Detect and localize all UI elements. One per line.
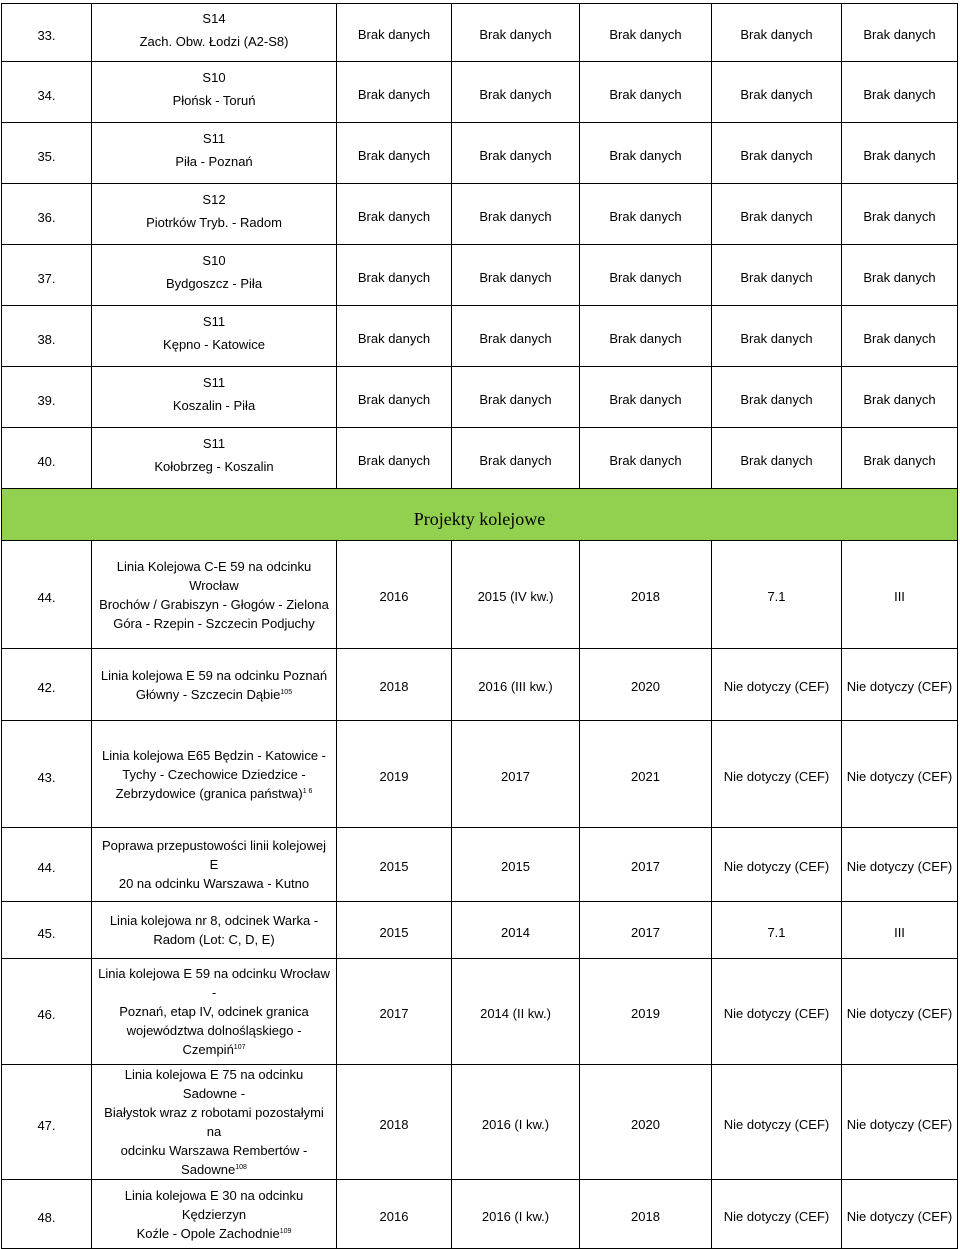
value-cell-c1: Brak danych — [337, 306, 452, 367]
road-description — [92, 245, 337, 306]
road-code: S10 — [202, 70, 226, 85]
value-cell-c2: 2016 (I kw.) — [452, 1065, 580, 1180]
road-section-name: Kołobrzeg - Koszalin — [154, 459, 274, 474]
description-line: Sadowne — [181, 1162, 236, 1177]
description-line: Tychy - Czechowice Dziedzice - — [122, 766, 306, 782]
rail-description — [92, 959, 337, 1065]
row-number: 42. — [2, 649, 92, 721]
road-section-name: Zach. Obw. Łodzi (A2-S8) — [139, 33, 289, 49]
road-code: S11 — [202, 375, 226, 390]
row-number: 47. — [2, 1065, 92, 1180]
value-cell-c1: Brak danych — [337, 123, 452, 184]
value-cell-c5: Nie dotyczy (CEF) — [842, 649, 958, 721]
value-cell-c2: 2014 — [452, 902, 580, 959]
row-number: 48. — [2, 1180, 92, 1249]
value-cell-c4: Brak danych — [712, 245, 842, 306]
road-row — [2, 62, 958, 123]
road-code: S11 — [202, 131, 226, 146]
rail-description — [92, 1065, 337, 1180]
footnote-ref: 107 — [233, 1044, 246, 1051]
value-cell-c3: Brak danych — [580, 62, 712, 123]
value-cell-c3: Brak danych — [580, 123, 712, 184]
description-line: Linia kolejowa E 75 na odcinku Sadowne - — [124, 1067, 304, 1101]
value-cell-c2: 2017 — [452, 721, 580, 828]
row-number: 36. — [2, 184, 92, 245]
value-cell-c1: 2019 — [337, 721, 452, 828]
rail-row — [2, 1065, 958, 1180]
value-cell-c3: 2017 — [580, 902, 712, 959]
row-number: 44. — [2, 541, 92, 649]
footnote-ref: 109 — [279, 1227, 292, 1235]
road-projects-body — [2, 4, 958, 489]
value-cell-c2: 2016 (III kw.) — [452, 649, 580, 721]
road-row — [2, 4, 958, 62]
value-cell-c2: Brak danych — [452, 306, 580, 367]
value-cell-c3: Brak danych — [580, 428, 712, 489]
road-description — [92, 367, 337, 428]
value-cell-c4: Brak danych — [712, 367, 842, 428]
value-cell-c4: Brak danych — [712, 4, 842, 62]
value-cell-c4: Nie dotyczy (CEF) — [712, 649, 842, 721]
value-cell-c1: 2015 — [337, 828, 452, 902]
road-row — [2, 367, 958, 428]
value-cell-c3: 2018 — [580, 541, 712, 649]
value-cell-c2: 2015 — [452, 828, 580, 902]
value-cell-c5: Brak danych — [842, 428, 958, 489]
road-row — [2, 184, 958, 245]
section-title: Projekty kolejowe — [2, 489, 958, 541]
value-cell-c1: Brak danych — [337, 428, 452, 489]
value-cell-c4: Brak danych — [712, 428, 842, 489]
road-description — [92, 428, 337, 489]
rail-row — [2, 902, 958, 959]
value-cell-c3: 2020 — [580, 649, 712, 721]
value-cell-c2: 2014 (II kw.) — [452, 959, 580, 1065]
value-cell-c3: 2019 — [580, 959, 712, 1065]
value-cell-c5: Nie dotyczy (CEF) — [842, 959, 958, 1065]
value-cell-c5: Brak danych — [842, 4, 958, 62]
row-number: 45. — [2, 902, 92, 959]
row-number: 37. — [2, 245, 92, 306]
row-number: 35. — [2, 123, 92, 184]
description-line: Linia kolejowa E65 Będzin - Katowice - — [101, 747, 326, 763]
value-cell-c5: Brak danych — [842, 245, 958, 306]
rail-row — [2, 959, 958, 1065]
value-cell-c3: 2017 — [580, 828, 712, 902]
description-line: Linia kolejowa E 59 na odcinku Wrocław - — [98, 966, 330, 1000]
value-cell-c4: Nie dotyczy (CEF) — [712, 1180, 842, 1249]
road-row — [2, 428, 958, 489]
row-number: 46. — [2, 959, 92, 1065]
value-cell-c1: Brak danych — [337, 62, 452, 123]
value-cell-c2: 2015 (IV kw.) — [452, 541, 580, 649]
value-cell-c1: 2016 — [337, 541, 452, 649]
value-cell-c2: Brak danych — [452, 123, 580, 184]
value-cell-c4: Nie dotyczy (CEF) — [712, 721, 842, 828]
value-cell-c5: Brak danych — [842, 367, 958, 428]
rail-row — [2, 828, 958, 902]
description-line: Poznań, etap IV, odcinek granica — [119, 1004, 309, 1019]
description-line: województwa dolnośląskiego - Czempiń — [126, 1023, 302, 1057]
road-code: S11 — [202, 314, 226, 329]
road-description — [92, 184, 337, 245]
footnote-ref: 1 6 — [302, 787, 313, 795]
description-line: Główny - Szczecin Dąbie — [135, 686, 281, 702]
description-line: Linia kolejowa E 59 na odcinku Poznań — [100, 667, 328, 683]
value-cell-c1: 2018 — [337, 1065, 452, 1180]
road-row — [2, 245, 958, 306]
value-cell-c4: Brak danych — [712, 306, 842, 367]
value-cell-c5: Nie dotyczy (CEF) — [842, 1180, 958, 1249]
value-cell-c2: Brak danych — [452, 428, 580, 489]
road-description — [92, 62, 337, 123]
value-cell-c1: 2015 — [337, 902, 452, 959]
value-cell-c2: Brak danych — [452, 184, 580, 245]
value-cell-c3: 2018 — [580, 1180, 712, 1249]
value-cell-c4: Nie dotyczy (CEF) — [712, 959, 842, 1065]
row-number: 34. — [2, 62, 92, 123]
row-number: 39. — [2, 367, 92, 428]
value-cell-c2: Brak danych — [452, 4, 580, 62]
value-cell-c4: Brak danych — [712, 62, 842, 123]
value-cell-c1: Brak danych — [337, 245, 452, 306]
road-description — [92, 306, 337, 367]
road-section-name: Piotrków Tryb. - Radom — [146, 215, 282, 230]
value-cell-c3: Brak danych — [580, 367, 712, 428]
row-number: 40. — [2, 428, 92, 489]
row-number: 43. — [2, 721, 92, 828]
rail-description — [92, 649, 337, 721]
row-number: 38. — [2, 306, 92, 367]
value-cell-c4: 7.1 — [712, 541, 842, 649]
value-cell-c3: Brak danych — [580, 4, 712, 62]
value-cell-c2: Brak danych — [452, 62, 580, 123]
footnote-ref: 108 — [235, 1164, 247, 1171]
value-cell-c5: Brak danych — [842, 123, 958, 184]
value-cell-c5: Nie dotyczy (CEF) — [842, 828, 958, 902]
projects-table — [1, 3, 958, 1249]
value-cell-c1: Brak danych — [337, 367, 452, 428]
value-cell-c2: Brak danych — [452, 367, 580, 428]
value-cell-c5: Nie dotyczy (CEF) — [842, 721, 958, 828]
value-cell-c2: Brak danych — [452, 245, 580, 306]
value-cell-c5: Brak danych — [842, 306, 958, 367]
description-line: Koźle - Opole Zachodnie — [136, 1225, 280, 1241]
value-cell-c4: 7.1 — [712, 902, 842, 959]
row-number: 33. — [2, 4, 92, 62]
value-cell-c1: 2018 — [337, 649, 452, 721]
value-cell-c4: Brak danych — [712, 123, 842, 184]
value-cell-c3: 2020 — [580, 1065, 712, 1180]
section-header — [2, 489, 958, 541]
description-line: Brochów / Grabiszyn - Głogów - Zielona — [99, 596, 329, 612]
description-line: Góra - Rzepin - Szczecin Podjuchy — [113, 615, 315, 631]
description-line: Zebrzydowice (granica państwa) — [115, 785, 303, 801]
rail-row — [2, 1180, 958, 1249]
value-cell-c5: Nie dotyczy (CEF) — [842, 1065, 958, 1180]
road-section-name: Piła - Poznań — [175, 154, 253, 169]
road-section-name: Płońsk - Toruń — [172, 93, 256, 108]
value-cell-c4: Brak danych — [712, 184, 842, 245]
description-line: odcinku Warszawa Rembertów - — [120, 1143, 308, 1158]
road-code: S12 — [202, 192, 226, 207]
description-line: Linia Kolejowa C-E 59 na odcinku Wrocław — [116, 558, 312, 593]
rail-row — [2, 721, 958, 828]
rail-description — [92, 1180, 337, 1249]
value-cell-c3: Brak danych — [580, 184, 712, 245]
value-cell-c5: Brak danych — [842, 184, 958, 245]
value-cell-c3: Brak danych — [580, 306, 712, 367]
value-cell-c1: Brak danych — [337, 4, 452, 62]
description-line: Radom (Lot: C, D, E) — [153, 932, 275, 947]
row-number: 44. — [2, 828, 92, 902]
value-cell-c5: Brak danych — [842, 62, 958, 123]
value-cell-c3: Brak danych — [580, 245, 712, 306]
road-row — [2, 306, 958, 367]
description-line: 20 na odcinku Warszawa - Kutno — [118, 876, 310, 891]
rail-description — [92, 541, 337, 649]
value-cell-c1: Brak danych — [337, 184, 452, 245]
road-section-name: Kępno - Katowice — [163, 337, 265, 352]
road-section-name: Koszalin - Piła — [172, 398, 256, 413]
value-cell-c1: 2017 — [337, 959, 452, 1065]
description-line: Poprawa przepustowości linii kolejowej E — [102, 838, 326, 872]
value-cell-c3: 2021 — [580, 721, 712, 828]
road-row — [2, 123, 958, 184]
rail-description — [92, 828, 337, 902]
description-line: Linia kolejowa E 30 na odcinku Kędzierzyn — [124, 1187, 304, 1222]
rail-row — [2, 649, 958, 721]
rail-projects-body — [2, 541, 958, 1249]
description-line: Linia kolejowa nr 8, odcinek Warka - — [109, 913, 319, 928]
value-cell-c5: III — [842, 902, 958, 959]
road-code: S14 — [202, 10, 226, 26]
value-cell-c5: III — [842, 541, 958, 649]
value-cell-c4: Nie dotyczy (CEF) — [712, 828, 842, 902]
value-cell-c2: 2016 (I kw.) — [452, 1180, 580, 1249]
road-description — [92, 123, 337, 184]
value-cell-c1: 2016 — [337, 1180, 452, 1249]
rail-row — [2, 541, 958, 649]
rail-description — [92, 721, 337, 828]
road-code: S11 — [202, 436, 226, 451]
value-cell-c4: Nie dotyczy (CEF) — [712, 1065, 842, 1180]
description-line: Białystok wraz z robotami pozostałymi na — [104, 1105, 324, 1139]
footnote-ref: 105 — [280, 688, 293, 696]
road-section-name: Bydgoszcz - Piła — [165, 276, 263, 291]
road-code: S10 — [202, 253, 226, 268]
rail-description — [92, 902, 337, 959]
road-description — [92, 4, 337, 62]
